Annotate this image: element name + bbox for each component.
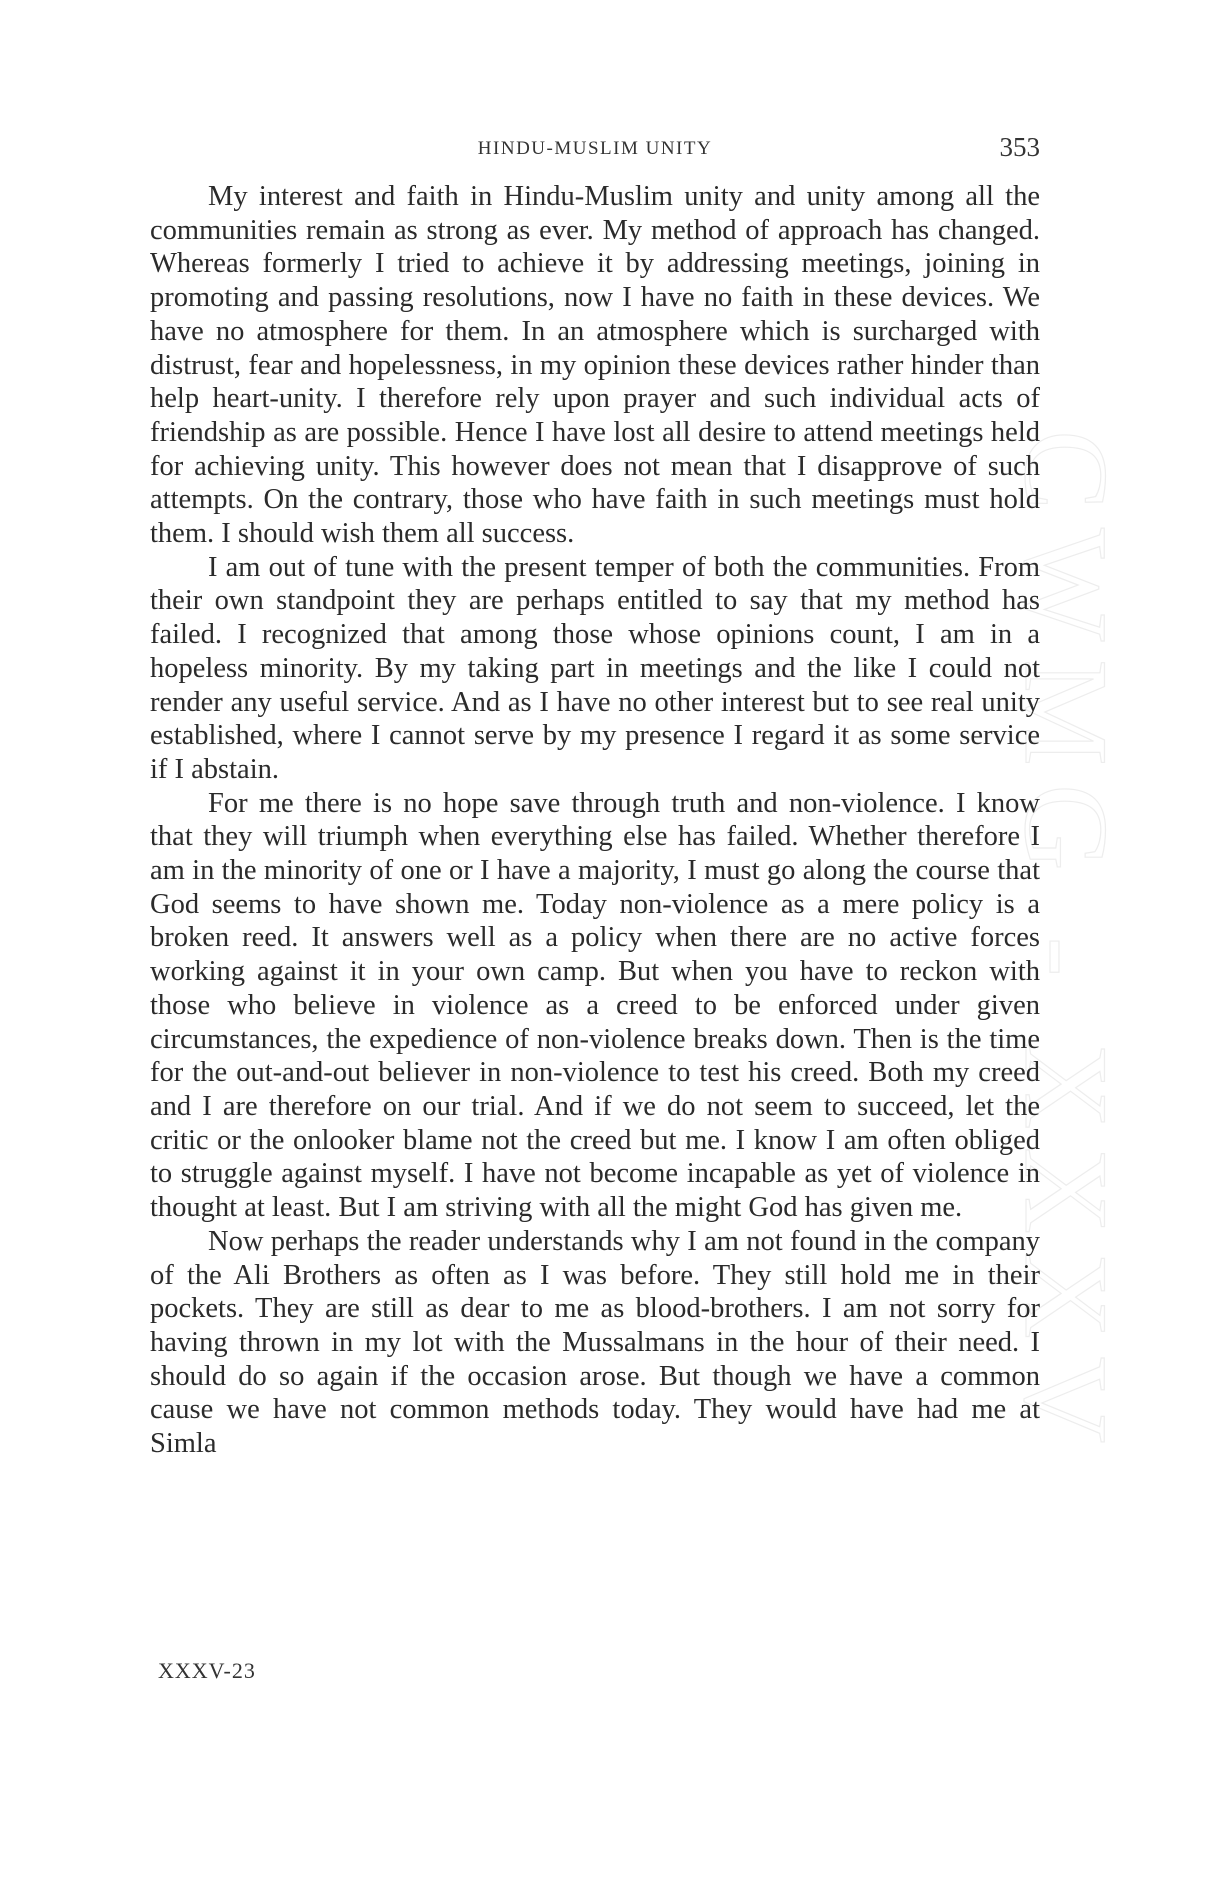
paragraph: My interest and faith in Hindu-Muslim unity and unity among all the communities remain as strong as ever. My method of approach has changed. Whereas formerly I tried to achieve it by addressing meetings, joining in promoting and passing resolutions, now I have no faith in these devices. We have no atmosphere for them. In an atmosphere which is surcharged with distrust, fear and hopelessness, in my opinion these devices rather hinder than help heart-unity. I therefore rely upon prayer and such individual acts of friendship as are possible. Hence I have lost all desire to attend meetings held for achieving unity. This however does not mean that I disapprove of such attempts. On the contrary, those who have faith in such meetings must hold them. I should wish them all success. [150, 181, 1040, 550]
watermark [1000, 430, 1145, 1630]
running-head [150, 132, 1040, 172]
watermark-text: CWMG - XXXV [1000, 430, 1133, 1462]
paragraph: I am out of tune with the present temper of both the communities. From their own standpoint they are perhaps entitled to say that my method has failed. I recognized that among those whose opinions count, I am in a hopeless minority. By my taking part in meetings and the like I could not render any useful service. And as I have no other interest but to see real unity established, where I cannot serve by my presence I regard it as some service if I abstain. [150, 551, 1040, 785]
page-number: 353 [999, 132, 1040, 162]
paragraph: For me there is no hope save through truth and non-violence. I know that they will triumph when everything else has failed. Whether therefore I am in the minority of one or I have a majority, I must go along the course that God seems to have shown me. Today non-violence as a mere policy is a broken reed. It answers well as a policy when there are no active forces working against it in your own camp. But when you have to reckon with those who believe in violence as a creed to be enforced under given circumstances, the expedience of non-violence breaks down. Then is the time for the out-and-out believer in non-violence to test his creed. Both my creed and I are therefore on our trial. And if we do not seem to succeed, let the critic or the onlooker blame not the creed but me. I know I am often obliged to struggle against myself. I have not become incapable as yet of violence in thought at least. But I am striving with all the might God has given me. [150, 787, 1040, 1224]
signature-mark: XXXV-23 [158, 1658, 256, 1683]
paragraph: Now perhaps the reader understands why I am not found in the company of the Ali Brothers as often as I was before. They still hold me in their pockets. They are still as dear to me as blood-brothers. I am not sorry for having thrown in my lot with the Mussalmans in the hour of their need. I should do so again if the occasion arose. But though we have a common cause we have not common methods today. They would have had me at Simla [150, 1225, 1040, 1460]
running-title: HINDU-MUSLIM UNITY [477, 138, 713, 159]
body-text [150, 180, 1040, 1461]
